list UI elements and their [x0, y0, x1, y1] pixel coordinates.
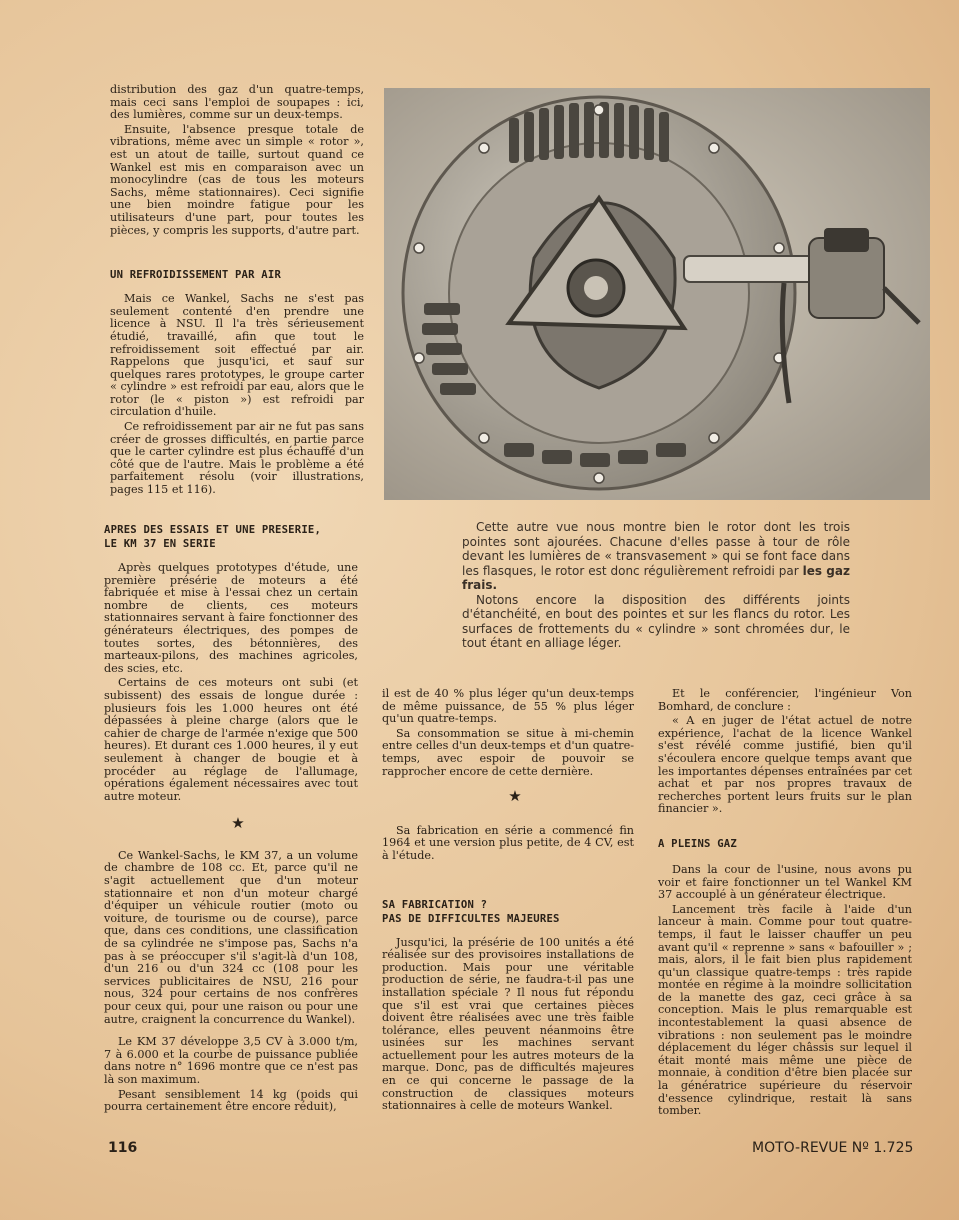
paragraph: Ce Wankel-Sachs, le KM 37, a un volume de chambre de 108 cc. Et, parce qu'il ne s'agit actuellement que d'un moteur stationnaire et non d'un moteur chargé d'équiper un véhicule routier (moto ou voiture, de tourisme ou de course), parce que, dans ces conditions, une classification de sa cylindrée ne s'impose pas, Sachs n'a pas à se préoccuper s'il s'agit-là d'un 108, d'un 216 ou d'un 324 cc (108 pour les services publicitaires de NSU, 216 pour nous, 324 pour certains de nos confrères pour ceux qui, pour une raison ou pour une autre, craignent la concurrence du Wankel). [104, 848, 358, 1026]
wankel-engine-photo [384, 88, 930, 500]
caption-paragraph [462, 520, 850, 593]
column-1-lower [104, 524, 358, 1116]
section-heading: UN REFROIDISSEMENT PAR AIR [110, 269, 282, 282]
column-2 [382, 688, 634, 1115]
caption-bold-text: les gaz frais. [462, 563, 850, 592]
photo-caption [462, 520, 850, 651]
section-heading: SA FABRICATION ? [382, 898, 488, 911]
section-heading: LE KM 37 EN SERIE [104, 538, 216, 550]
paragraph: Ce refroidissement par air ne fut pas sans créer de grosses difficultés, en partie parce que le carter cylindre est plus échauffé d'un côté que de l'autre. Mais le problème a été parfaitement résolu (voir illustrations, pages 115 et 116). [110, 420, 364, 497]
paragraph: Certains de ces moteurs ont subi (et subissent) des essais de longue durée : plusieurs fois les 1.000 heures ont été dépassées à pleine charge (alors que le cahier de charge de l'armée n'exige que 500 heures). Et durant ces 1.000 heures, il y eut seulement à changer de bougie et à procéder au réglage de l'allumage, opérations également nécessaires avec tout autre moteur. [104, 676, 358, 803]
paragraph: Ensuite, l'absence presque totale de vibrations, même avec un simple « rotor », est un atout de taille, surtout quand ce Wankel est mis en comparaison avec un monocylindre (cas de tous les moteurs Sachs, même stationnaires). Ceci signifie une bien moindre fatigue pour les utilisateurs d'une part, pour toutes les pièces, y compris les supports, d'autre part. [110, 122, 364, 237]
paragraph: distribution des gaz d'un quatre-temps, mais ceci sans l'emploi de soupapes : ici, des lumières, comme sur un deux-temps. [110, 83, 364, 122]
page-number: 116 [108, 1140, 138, 1156]
paragraph: Après quelques prototypes d'étude, une première présérie de moteurs a été fabriquée et mise à l'essai chez un certain nombre de clients, ces moteurs stationnaires servant à faire fonctionner des générateurs électriques, des pompes de toutes sortes, des bétonnières, des marteaux-pilons, des machines agricoles, des scies, etc. [104, 561, 358, 675]
paragraph: Jusqu'ici, la présérie de 100 unités a été réalisée sur des provisoires installations de production. Mais pour une véritable production de série, ne faudra-t-il pas une installation spéciale ? Il nous fut répondu que s'il est vrai que certaines pièces doivent être réalisées avec une très faible tolérance, elles peuvent néanmoins être usinées sur les machines servant actuellement pour les autres moteurs de la marque. Donc, pas de difficultés majeures en ce qui concerne le passage de la construction de classiques moteurs stationnaires à celle de moteurs Wankel. [382, 935, 634, 1113]
paragraph: Mais ce Wankel, Sachs ne s'est pas seulement contenté d'en prendre une licence à NSU. Il l'a très sérieusement étudié, travaillé, afin que tout le refroidissement soit effectué par air. Rappelons que jusqu'ici, et sauf sur quelques rares prototypes, le groupe carter « cylindre » est refroidi par eau, alors que le rotor (le « piston ») est refroidi par circulation d'huile. [110, 292, 364, 419]
paragraph: Sa consommation se situe à mi-chemin entre celles d'un deux-temps et d'un quatre-temps, avec espoir de pouvoir se rapprocher encore de cette dernière. [382, 726, 634, 778]
separator-star: ★ [508, 787, 522, 806]
paragraph: il est de 40 % plus léger qu'un deux-temps de même puissance, de 55 % plus léger qu'un quatre-temps. [382, 687, 634, 726]
paragraph: Lancement très facile à l'aide d'un lanceur à main. Comme pour tout quatre-temps, il faut le laisser chauffer un peu avant qu'il « reprenne » sans « bafouiller » ; mais, alors, il le fait bien plus rapidement qu'un classique quatre-temps : très rapide montée en régime à la moindre sollicitation de la manette des gaz, ceci grâce à sa conception. Mais le plus remarquable est incontestablement la quasi absence de vibrations : non seulement pas le moindre déplacement du léger châssis sur lequel il était monté mais même une pièce de monnaie, à condition d'être bien placée sur la génératrice supérieure du réservoir d'essence cylindrique, restait là sans tomber. [658, 902, 912, 1118]
paragraph: Pesant sensiblement 14 kg (poids qui pourra certainement être encore réduit), [104, 1087, 358, 1114]
paragraph: Et le conférencier, l'ingénieur Von Bomhard, de conclure : [658, 687, 912, 713]
section-heading: A PLEINS GAZ [658, 837, 737, 850]
column-1 [110, 84, 364, 499]
separator-star: ★ [231, 814, 245, 833]
caption-text: Cette autre vue nous montre bien le rotor dont les trois pointes sont ajourées. Chacune d'elles passe à tour de rôle devant les lumières de « transvasement » qui se font face dans les flasques, le rotor est donc régulièrement refroidi par [462, 520, 850, 578]
section-heading: PAS DE DIFFICULTES MAJEURES [382, 912, 560, 925]
paragraph: Sa fabrication en série a commencé fin 1964 et une version plus petite, de 4 CV, est à l'étude. [382, 823, 634, 862]
section-heading: APRES DES ESSAIS ET UNE PRESERIE, [104, 524, 322, 536]
paragraph: « A en juger de l'état actuel de notre expérience, l'achat de la licence Wankel s'est révélé comme justifié, bien qu'il s'écoulera encore quelque temps avant que les importantes dépenses entraînées par cet achat et par nos propres travaux de recherches portent leurs fruits sur le plan financier ». [658, 714, 912, 816]
paragraph: Dans la cour de l'usine, nous avons pu voir et faire fonctionner un tel Wankel KM 37 accouplé à un générateur électrique. [658, 862, 912, 902]
magazine-issue: MOTO-REVUE Nº 1.725 [752, 1140, 914, 1156]
wankel-engine-illustration [384, 88, 930, 500]
column-3 [658, 688, 912, 1120]
paragraph: Le KM 37 développe 3,5 CV à 3.000 t/m, 7 à 6.000 et la courbe de puissance publiée dans notre n° 1696 montre que ce n'est pas là son maximum. [104, 1035, 358, 1086]
caption-paragraph: Notons encore la disposition des différents joints d'étanchéité, en bout des pointes et sur les flancs du rotor. Les surfaces de frottements du « cylindre » sont chromées dur, le tout étant en alliage léger. [462, 592, 850, 650]
